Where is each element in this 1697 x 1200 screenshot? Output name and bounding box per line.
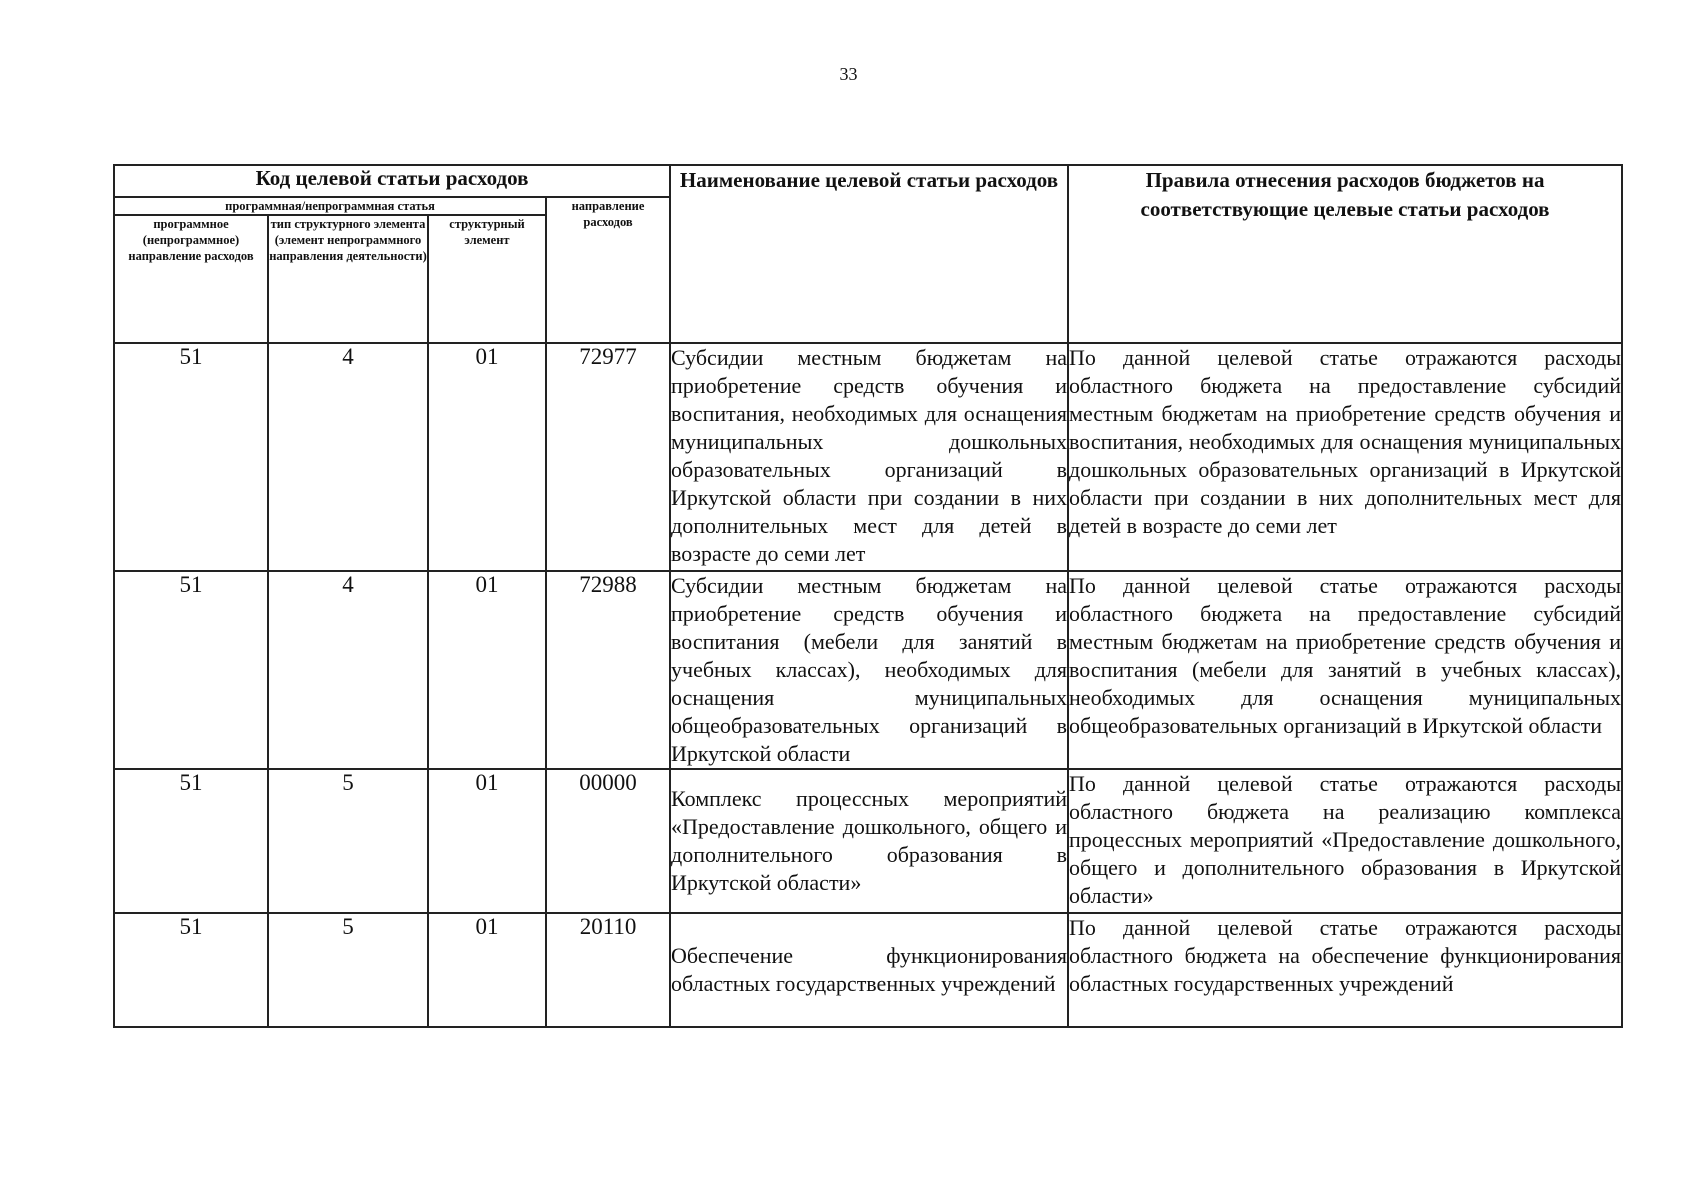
cell-name: Обеспечение функционирования областных государственных учреждений	[670, 913, 1068, 1027]
cell-program: 51	[114, 343, 268, 571]
cell-type: 4	[268, 343, 428, 571]
header-rules: Правила отнесения расходов бюджетов на соответствующие целевые статьи расходов	[1068, 165, 1622, 343]
header-name: Наименование целевой статьи расходов	[670, 165, 1068, 343]
cell-type: 5	[268, 769, 428, 913]
cell-element: 01	[428, 571, 546, 769]
header-direction: направление расходов	[546, 197, 670, 343]
cell-program: 51	[114, 769, 268, 913]
cell-rules: По данной целевой статье отражаются расходы областного бюджета на реализацию комплекса процессных мероприятий «Предоставление дошкольного, общего и дополнительного образования в Иркутской области»	[1068, 769, 1622, 913]
cell-direction: 72988	[546, 571, 670, 769]
cell-program: 51	[114, 571, 268, 769]
header-type: тип структурного элемента (элемент непрограммного направления деятельности)	[268, 215, 428, 343]
cell-element: 01	[428, 343, 546, 571]
page-number: 33	[839, 64, 858, 84]
cell-rules: По данной целевой статье отражаются расходы областного бюджета на предоставление субсидий местным бюджетам на приобретение средств обучения и воспитания (мебели для занятий в учебных классах), необходимых для оснащения муниципальных общеобразовательных организаций в Иркутской области	[1068, 571, 1622, 769]
header-code-group: Код целевой статьи расходов	[114, 165, 670, 197]
cell-rules: По данной целевой статье отражаются расходы областного бюджета на обеспечение функционирования областных государственных учреждений	[1068, 913, 1622, 1027]
cell-name: Субсидии местным бюджетам на приобретение средств обучения и воспитания, необходимых для оснащения муниципальных дошкольных образовательных организаций в Иркутской области при создании в них дополнительных мест для детей в возрасте до семи лет	[670, 343, 1068, 571]
table-row	[114, 769, 1622, 913]
table-row	[114, 571, 1622, 769]
header-program-group: программная/непрограммная статья	[114, 197, 546, 215]
header-element: структурный элемент	[428, 215, 546, 343]
table-row	[114, 343, 1622, 571]
cell-element: 01	[428, 913, 546, 1027]
cell-direction: 00000	[546, 769, 670, 913]
cell-program: 51	[114, 913, 268, 1027]
cell-type: 5	[268, 913, 428, 1027]
cell-name: Комплекс процессных мероприятий «Предоставление дошкольного, общего и дополнительного образования в Иркутской области»	[670, 769, 1068, 913]
table-row	[114, 913, 1622, 1027]
header-row-1	[114, 165, 1622, 197]
cell-type: 4	[268, 571, 428, 769]
cell-direction: 20110	[546, 913, 670, 1027]
cell-element: 01	[428, 769, 546, 913]
cell-rules: По данной целевой статье отражаются расходы областного бюджета на предоставление субсидий местным бюджетам на приобретение средств обучения и воспитания, необходимых для оснащения муниципальных дошкольных образовательных организаций в Иркутской области при создании в них дополнительных мест для детей в возрасте до семи лет	[1068, 343, 1622, 571]
header-program: программное (непрограммное) направление расходов	[114, 215, 268, 343]
cell-name: Субсидии местным бюджетам на приобретение средств обучения и воспитания (мебели для занятий в учебных классах), необходимых для оснащения муниципальных общеобразовательных организаций в Иркутской области	[670, 571, 1068, 769]
budget-classification-table	[113, 164, 1623, 1028]
cell-direction: 72977	[546, 343, 670, 571]
